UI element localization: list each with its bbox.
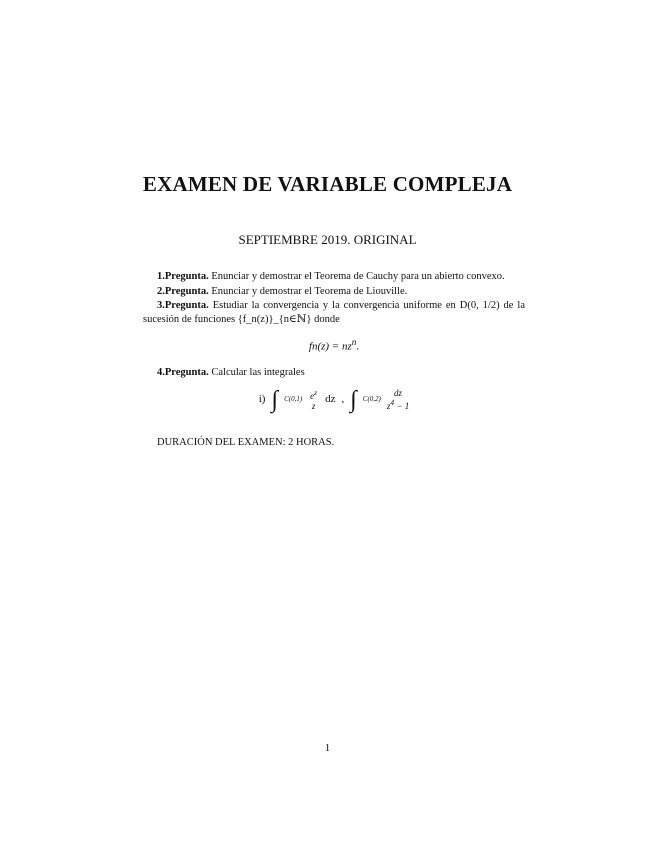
question-4 [143, 366, 525, 380]
integral-2-den-exp: 4 [390, 398, 395, 408]
question-2-text: Enunciar y demostrar el Teorema de Liouville. [211, 285, 408, 297]
integral-2-fraction [387, 388, 409, 411]
integral-2-den-rest: − 1 [396, 401, 410, 412]
question-2-label: 2.Pregunta. [157, 285, 209, 297]
integral-1-fraction [308, 388, 319, 411]
questions-block [143, 270, 525, 460]
integral-sign-2: ∫ [350, 386, 357, 413]
integrals-formula [143, 388, 525, 424]
question-1-label: 1.Pregunta. [157, 271, 209, 282]
integral-2-numerator: dz [394, 388, 403, 399]
formula-body: fn(z) = nz [308, 340, 352, 353]
formula-exponent: n [351, 337, 357, 347]
integral-sign-1: ∫ [271, 386, 279, 413]
integral-2-denominator: z [386, 401, 391, 412]
question-4-label: 4.Pregunta. [157, 367, 209, 379]
page-title: EXAMEN DE VARIABLE COMPLEJA [142, 172, 513, 196]
integral-2-contour: C(0,2) [362, 394, 381, 403]
integral-1-differential: dz [325, 392, 336, 405]
integral-1-contour: C(0,1) [284, 394, 303, 403]
question-1-text: Enunciar y demostrar el Teorema de Cauchy para un abierto convexo. [211, 271, 505, 282]
question-3-formula [143, 336, 525, 354]
integral-1-numerator: e [310, 391, 315, 402]
page-number: 1 [324, 742, 331, 754]
exam-duration: DURACIÓN DEL EXAMEN: 2 HORAS. [157, 436, 335, 448]
question-3-label: 3.Pregunta. [157, 300, 209, 311]
page-subtitle: SEPTIEMBRE 2019. ORIGINAL [238, 232, 417, 247]
integral-prefix: i) [258, 392, 266, 405]
integral-1-denominator: z [311, 401, 316, 412]
integral-1-num-exp: z [314, 388, 318, 398]
question-1 [143, 270, 525, 284]
question-3 [143, 299, 525, 326]
question-4-text: Calcular las integrales [211, 367, 305, 379]
question-2 [143, 285, 525, 299]
question-3-text: Estudiar la convergencia y la convergencia uniforme en D(0, 1/2) de la sucesión de funciones {f_n(z)}_{n∈ℕ} donde [143, 300, 525, 325]
integral-separator: , [341, 392, 345, 405]
formula-end: . [356, 340, 360, 353]
